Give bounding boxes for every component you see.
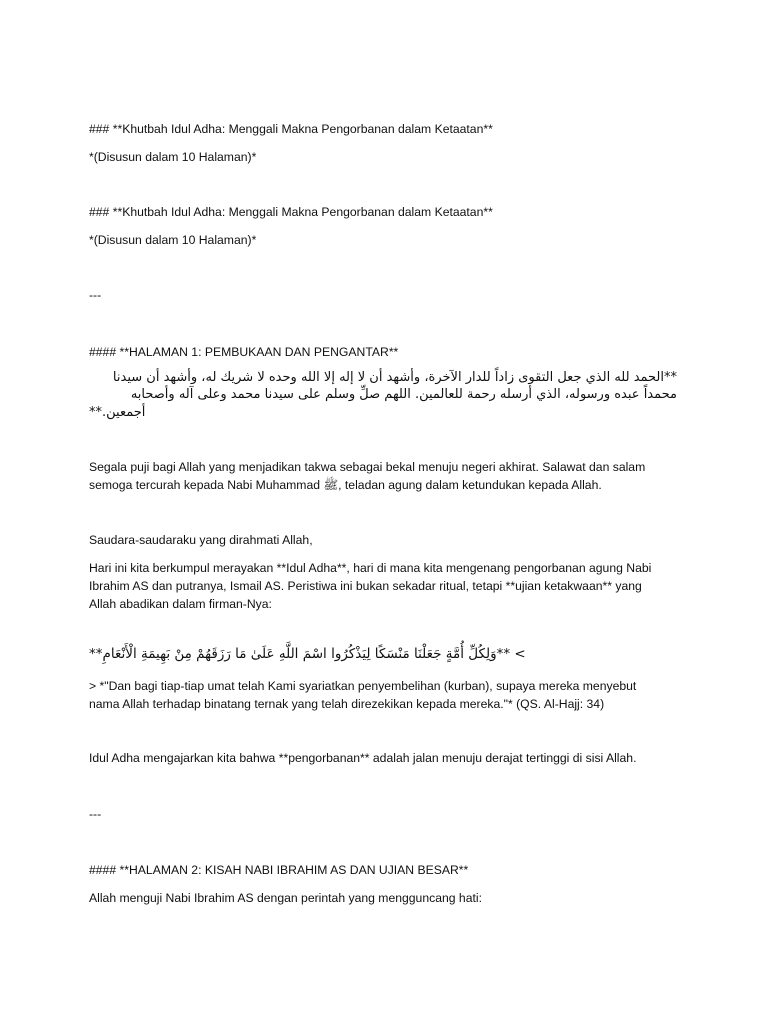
paragraph-ibrahim-test: Allah menguji Nabi Ibrahim AS dengan perintah yang mengguncang hati: (89, 891, 482, 905)
section-heading-page-1: #### **HALAMAN 1: PEMBUKAAN DAN PENGANTAR** (89, 345, 399, 359)
paragraph-idul-adha-line-1: Hari ini kita berkumpul merayakan **Idul Adha**, hari di mana kita mengenang pengorbanan agung Nabi (89, 561, 652, 575)
quran-quote-arabic: > **وَلِكُلِّ أُمَّةٍ جَعَلْنَا مَنْسَكًا لِيَذْكُرُوا اسْمَ اللَّهِ عَلَىٰ مَا رَزَقَهُمْ مِنْ بَهِيمَةِ الْأَنْعَامِ** (89, 646, 526, 662)
quran-translation-line-2: nama Allah terhadap binatang ternak yang telah direzekikan kepada mereka."* (QS. Al-Hajj: 34) (89, 697, 605, 711)
greeting-text: Saudara-saudaraku yang dirahmati Allah, (89, 533, 313, 547)
document-subtitle: *(Disusun dalam 10 Halaman)* (89, 150, 257, 164)
section-divider-2: --- (89, 807, 102, 821)
section-heading-page-2: #### **HALAMAN 2: KISAH NABI IBRAHIM AS DAN UJIAN BESAR** (89, 863, 469, 877)
arabic-opening-line-1: **الحمد لله الذي جعل التقوى زاداً للدار الآخرة، وأشهد أن لا إله إلا الله وحده لا شريك له، وأشهد أن سيدنا (112, 370, 677, 385)
section-divider: --- (89, 288, 102, 302)
document-title: ### **Khutbah Idul Adha: Menggali Makna Pengorbanan dalam Ketaatan** (89, 122, 493, 136)
paragraph-idul-adha-line-2: Ibrahim AS dan putranya, Ismail AS. Peristiwa ini bukan sekadar ritual, tetapi **ujian ketakwaan** yang (89, 579, 642, 593)
paragraph-praise-line-2: semoga tercurah kepada Nabi Muhammad ﷺ, teladan agung dalam ketundukan kepada Allah. (89, 478, 602, 492)
document-subtitle-repeat: *(Disusun dalam 10 Halaman)* (89, 233, 257, 247)
paragraph-sacrifice: Idul Adha mengajarkan kita bahwa **pengorbanan** adalah jalan menuju derajat tertinggi di sisi Allah. (89, 751, 637, 765)
arabic-opening-line-3: أجمعين.** (89, 405, 146, 420)
document-title-repeat: ### **Khutbah Idul Adha: Menggali Makna Pengorbanan dalam Ketaatan** (89, 205, 493, 219)
quran-translation-line-1: > *"Dan bagi tiap-tiap umat telah Kami syariatkan penyembelihan (kurban), supaya mereka menyebut (89, 679, 637, 693)
paragraph-idul-adha-line-3: Allah abadikan dalam firman-Nya: (89, 597, 272, 611)
arabic-opening-line-2: محمداً عبده ورسوله، الذي أرسله رحمة للعالمين. اللهم صلِّ وسلم على سيدنا محمد وعلى آله وأصحابه (130, 387, 677, 402)
paragraph-praise-line-1: Segala puji bagi Allah yang menjadikan takwa sebagai bekal menuju negeri akhirat. Salawat dan salam (89, 460, 646, 474)
